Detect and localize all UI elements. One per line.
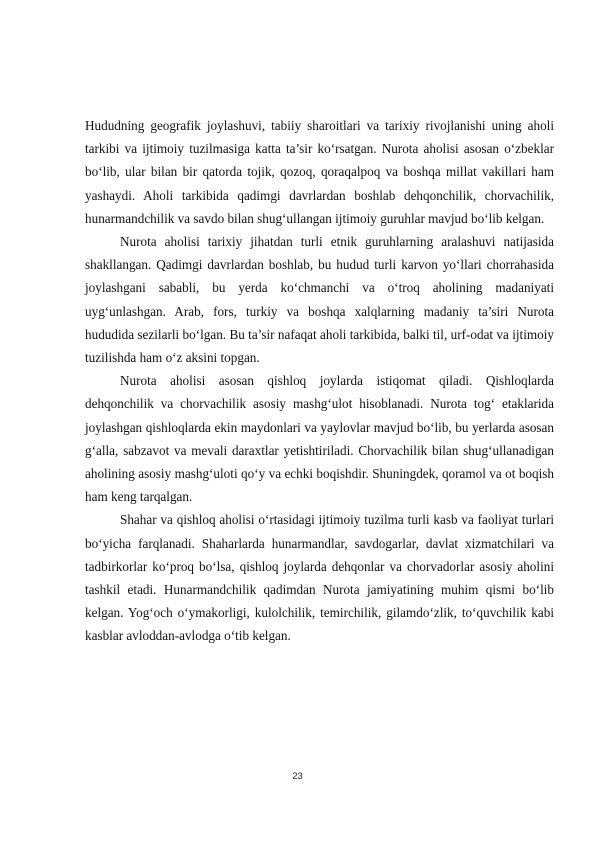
page-number: 23 <box>292 771 303 782</box>
document-body <box>85 114 554 648</box>
paragraph-2: Nurota aholisi tarixiy jihatdan turli etnik guruhlarning aralashuvi natijasida shakllangan. Qadimgi davrlardan boshlab, bu hudud turli karvon yo‘llari chorrahasida joylashgani sababli, bu yerda ko‘chmanchi va o‘troq aholining madaniyati uyg‘unlashgan. Arab, fors, turkiy va boshqa xalqlarning madaniy ta’siri Nurota hududida sezilarli bo‘lgan. Bu ta’sir nafaqat aholi tarkibida, balki til, urf-odat va ijtimoiy tuzilishda ham o‘z aksini topgan. <box>85 234 554 366</box>
paragraph-1: Hududning geografik joylashuvi, tabiiy sharoitlari va tarixiy rivojlanishi uning aholi tarkibi va ijtimoiy tuzilmasiga katta ta’sir ko‘rsatgan. Nurota aholisi asosan o‘zbeklar bo‘lib, ular bilan bir qatorda tojik, qozoq, qoraqalpoq va boshqa millat vakillari ham yashaydi. Aholi tarkibida qadimgi davrlardan boshlab dehqonchilik, chorvachilik, hunarmandchilik va savdo bilan shug‘ullangan ijtimoiy guruhlar mavjud bo‘lib kelgan. <box>85 118 554 226</box>
paragraph-3: Nurota aholisi asosan qishloq joylarda istiqomat qiladi. Qishloqlarda dehqonchilik va chorvachilik asosiy mashg‘ulot hisoblanadi. Nurota tog‘ etaklarida joylashgan qishloqlarda ekin maydonlari va yaylovlar mavjud bo‘lib, bu yerlarda asosan g‘alla, sabzavot va mevali daraxtlar yetishtiriladi. Chorvachilik bilan shug‘ullanadigan aholining asosiy mashg‘uloti qo‘y va echki boqishdir. Shuningdek, qoramol va ot boqish ham keng tarqalgan. <box>85 373 554 505</box>
paragraph-4: Shahar va qishloq aholisi o‘rtasidagi ijtimoiy tuzilma turli kasb va faoliyat turlari bo‘yicha farqlanadi. Shaharlarda hunarmandlar, savdogarlar, davlat xizmatchilari va tadbirkorlar ko‘proq bo‘lsa, qishloq joylarda dehqonlar va chorvadorlar asosiy aholini tashkil etadi. Hunarmandchilik qadimdan Nurota jamiyatining muhim qismi bo‘lib kelgan. Yog‘och o‘ymakorligi, kulolchilik, temirchilik, gilamdo‘zlik, to‘quvchilik kabi kasblar avloddan-avlodga o‘tib kelgan. <box>85 512 554 644</box>
